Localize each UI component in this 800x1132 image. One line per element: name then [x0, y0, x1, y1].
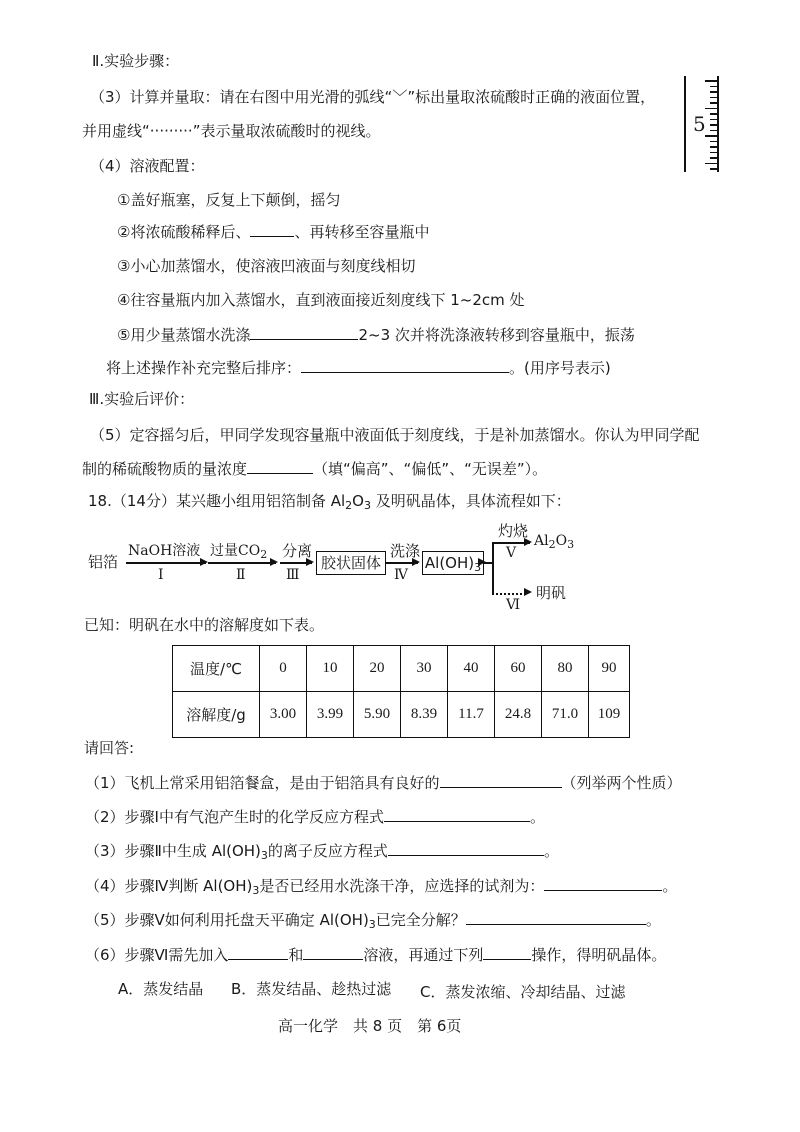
q1-text: （1）飞机上常采用铝箔餐盒，是由于铝箔具有良好的 — [85, 774, 440, 792]
q18-intro-text: 18.（14分）某兴趣小组用铝箔制备 Al — [88, 492, 346, 510]
q4-order-end: 。(用序号表示) — [509, 359, 611, 377]
flow-step3-num: Ⅲ — [286, 567, 300, 583]
flow-o-text: O — [555, 533, 568, 549]
option-c: C．蒸发浓缩、冷却结晶、过滤 — [420, 983, 626, 1001]
q5-line1: （5）定容摇匀后，甲同学发现容量瓶中液面低于刻度线，于是补加蒸馏水。你认为甲同学配 — [90, 426, 700, 444]
q5q-sub: 3 — [368, 918, 376, 931]
cylinder-left-wall — [684, 76, 686, 172]
scale-tick — [705, 135, 717, 137]
q5q-end: 。 — [645, 911, 661, 929]
scale-tick — [710, 91, 717, 93]
scale-tick — [710, 146, 717, 148]
flow-step1-num: Ⅰ — [158, 567, 164, 583]
q6q-and: 和 — [288, 946, 304, 964]
q5-line2-end: （填“偏高”、“偏低”、“无误差”）。 — [313, 460, 548, 478]
table-cell: 10 — [307, 646, 354, 692]
question-4 — [85, 876, 677, 901]
q4-step1: ①盖好瓶塞，反复上下颠倒，摇匀 — [117, 191, 341, 209]
scale-tick — [710, 152, 717, 154]
q18-intro-end: 及明矾晶体，具体流程如下： — [370, 492, 571, 510]
flow-al-sub: 2 — [548, 538, 556, 551]
q4-order-blank[interactable] — [301, 358, 509, 373]
page-footer: 高一化学 共 8 页 第 6页 — [278, 1017, 462, 1035]
scale-tick — [705, 163, 717, 165]
q5-line2-text: 制的稀硫酸物质的量浓度 — [82, 460, 248, 478]
q3-dotted-mark: ········· — [149, 122, 193, 140]
question-3 — [85, 841, 559, 866]
q4q-text: （4）步骤Ⅳ判断 Al(OH) — [85, 877, 253, 895]
q4-step2-blank[interactable] — [250, 222, 294, 237]
q4q-text2: 是否已经用水洗涤干净，应选择的试剂为： — [259, 877, 545, 895]
q6q-blank-3[interactable] — [483, 945, 531, 960]
flow-arrow-4 — [386, 562, 418, 564]
table-cell: 109 — [589, 692, 630, 738]
process-flow-diagram — [88, 522, 608, 612]
q3-line2-end: ”表示量取浓硫酸时的视线。 — [192, 122, 381, 140]
flow-co-sub: 2 — [260, 548, 268, 561]
cylinder-scale-figure — [684, 76, 726, 172]
flow-step5-op: 灼烧 — [498, 522, 529, 540]
question-2 — [85, 807, 545, 827]
q6q-blank-1[interactable] — [228, 945, 288, 960]
q2-blank[interactable] — [384, 807, 530, 822]
q6q-end: 操作，得明矾晶体。 — [531, 946, 667, 964]
section-ii-title: Ⅱ.实验步骤： — [92, 52, 180, 70]
flow-step3-op: 分离 — [282, 542, 313, 560]
q3q-text: （3）步骤Ⅱ中生成 Al(OH) — [85, 842, 261, 860]
q4-step3: ③小心加蒸馏水，使溶液凹液面与刻度线相切 — [117, 257, 416, 275]
scale-tick — [710, 141, 717, 143]
q18-sub1: 2 — [345, 499, 353, 512]
section-iii-title: Ⅲ.实验后评价： — [89, 390, 195, 408]
solubility-table — [172, 645, 630, 738]
q5q-blank[interactable] — [466, 910, 646, 925]
scale-tick — [710, 97, 717, 99]
table-cell: 90 — [589, 646, 630, 692]
flow-step2-num: Ⅱ — [236, 567, 246, 583]
scale-tick — [710, 86, 717, 88]
q5q-text: （5）步骤Ⅴ如何利用托盘天平确定 Al(OH) — [85, 911, 369, 929]
table-cell: 24.8 — [495, 692, 542, 738]
scale-tick — [710, 124, 717, 126]
flow-step5-num: Ⅴ — [506, 545, 517, 561]
q1-blank[interactable] — [440, 773, 562, 788]
flow-start-aluminum-foil: 铝箔 — [88, 553, 119, 571]
flow-arrow-1 — [126, 562, 206, 564]
flow-arrow-6-head — [524, 588, 532, 596]
question-6 — [85, 945, 666, 965]
flow-arrow-3 — [280, 562, 312, 564]
q4-title: （4）溶液配置： — [90, 157, 205, 175]
q3q-sub: 3 — [260, 849, 268, 862]
q4-step5-text: ⑤用少量蒸馏水洗涤 — [117, 326, 251, 344]
q18-intro — [88, 491, 571, 516]
q4-step5 — [117, 325, 635, 345]
q3-line1-end: ”标出量取浓硫酸时正确的液面位置， — [407, 88, 656, 106]
q3q-blank[interactable] — [388, 841, 544, 856]
q6q-text3: 溶液，再通过下列 — [363, 946, 484, 964]
q3-line1 — [90, 87, 655, 107]
q3-line2-text: 并用虚线“ — [82, 122, 150, 140]
answer-prompt: 请回答: — [84, 739, 135, 757]
scale-tick — [710, 119, 717, 121]
scale-tick — [705, 80, 717, 82]
q4-step2-end: 、再转移至容量瓶中 — [294, 223, 430, 241]
q4-step4: ④往容量瓶内加入蒸馏水，直到液面接近刻度线下 1~2cm 处 — [117, 291, 525, 309]
q4-step5-end: 2~3 次并将洗涤液转移到容量瓶中，振荡 — [358, 326, 635, 344]
flow-arrow-6-dotted — [492, 593, 526, 595]
q4-step2-text: ②将浓硫酸稀释后、 — [117, 223, 251, 241]
scale-tick — [710, 113, 717, 115]
scale-tick — [710, 157, 717, 159]
flow-co-text: 过量CO — [210, 543, 261, 559]
table-cell: 71.0 — [542, 692, 589, 738]
q18-o: O — [352, 492, 364, 510]
flow-box2-sub: 3 — [474, 561, 482, 574]
flow-step6-num: Ⅵ — [506, 597, 521, 613]
flow-box2-text: Al(OH) — [424, 554, 475, 572]
q4-step5-blank[interactable] — [250, 325, 358, 340]
flow-step2-reagent — [210, 542, 267, 564]
table-header-solubility: 溶解度/g — [173, 692, 260, 738]
flow-box-gel-solid: 胶状固体 — [316, 551, 386, 575]
q4q-sub: 3 — [252, 884, 260, 897]
cylinder-right-wall — [717, 76, 719, 172]
table-cell: 8.39 — [401, 692, 448, 738]
q4q-blank[interactable] — [544, 876, 662, 891]
scale-tick — [710, 102, 717, 104]
q6q-text: （6）步骤Ⅵ需先加入 — [85, 946, 229, 964]
scale-tick — [710, 168, 717, 170]
q3q-end: 。 — [543, 842, 559, 860]
table-cell: 3.99 — [307, 692, 354, 738]
q2-text: （2）步骤Ⅰ中有气泡产生时的化学反应方程式 — [85, 808, 384, 826]
q3-arc-mark: ﹀ — [392, 88, 408, 106]
q2-end: 。 — [529, 808, 545, 826]
q4q-end: 。 — [662, 877, 678, 895]
q1-end: （列举两个性质） — [561, 774, 682, 792]
flow-arrow-2 — [208, 562, 276, 564]
question-5 — [85, 910, 661, 935]
q3-line2 — [82, 121, 380, 141]
scale-tick — [710, 130, 717, 132]
scale-tick — [705, 108, 717, 110]
option-b: B．蒸发结晶、趁热过滤 — [231, 980, 392, 998]
q6q-blank-2[interactable] — [303, 945, 363, 960]
q5-line2 — [82, 459, 547, 479]
table-cell: 0 — [260, 646, 307, 692]
table-cell: 20 — [354, 646, 401, 692]
flow-step4-op: 洗涤 — [390, 542, 421, 560]
q4-order — [106, 358, 611, 378]
flow-step4-num: Ⅳ — [394, 567, 408, 583]
table-cell: 3.00 — [260, 692, 307, 738]
option-a: A．蒸发结晶 — [118, 980, 204, 998]
flow-al-text: Al — [534, 533, 549, 549]
q5-blank[interactable] — [247, 459, 313, 474]
flow-step1-reagent: NaOH溶液 — [128, 543, 201, 559]
table-row-solubility — [173, 692, 630, 738]
scale-label-5: 5 — [693, 112, 706, 136]
known-note: 已知：明矾在水中的溶解度如下表。 — [84, 616, 325, 634]
table-cell: 40 — [448, 646, 495, 692]
flow-o-sub: 3 — [567, 538, 575, 551]
table-row-temperature — [173, 646, 630, 692]
q5q-text2: 已完全分解？ — [375, 911, 466, 929]
q18-sub2: 3 — [363, 499, 371, 512]
table-cell: 60 — [495, 646, 542, 692]
flow-box-aluminum-hydroxide — [422, 551, 484, 575]
q3q-text2: 的离子反应方程式 — [267, 842, 388, 860]
table-cell: 11.7 — [448, 692, 495, 738]
table-cell: 5.90 — [354, 692, 401, 738]
flow-product-alumina — [534, 532, 574, 554]
flow-branch-vertical — [492, 542, 494, 594]
table-cell: 80 — [542, 646, 589, 692]
table-cell: 30 — [401, 646, 448, 692]
flow-product-alum: 明矾 — [536, 584, 567, 602]
q4-order-text: 将上述操作补充完整后排序： — [106, 359, 302, 377]
q4-step2 — [117, 222, 429, 242]
question-1 — [85, 773, 682, 793]
flow-branch-connector — [484, 562, 492, 564]
table-header-temperature: 温度/℃ — [173, 646, 260, 692]
q3-line1-text: （3）计算并量取：请在右图中用光滑的弧线“ — [90, 88, 393, 106]
